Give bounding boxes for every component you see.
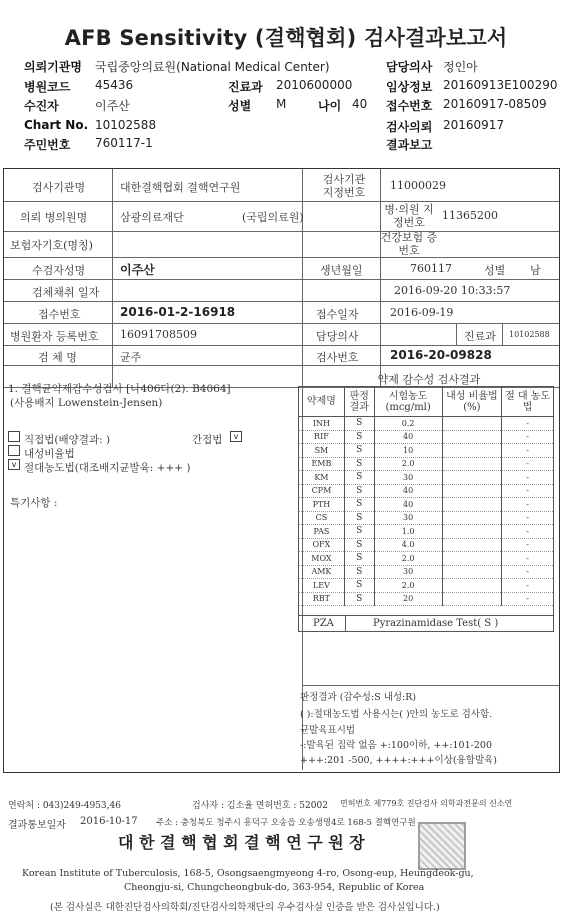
receipt-no-value: 20160917-08509 bbox=[443, 97, 547, 111]
cell-abs: - bbox=[502, 552, 554, 566]
cell-abs: - bbox=[502, 579, 554, 593]
cell-conc: 2.0 bbox=[374, 552, 442, 566]
table-row bbox=[299, 538, 554, 552]
cell-result: S bbox=[344, 579, 374, 593]
birth-label: 생년월일 bbox=[320, 264, 363, 277]
dept-label: 진료과 bbox=[464, 330, 496, 343]
department-label: 진료과 bbox=[228, 80, 263, 94]
table-row bbox=[299, 430, 554, 444]
request-date-label: 검사의뢰 bbox=[386, 120, 433, 134]
footer-cert: (본 검사실은 대한진단검사의학회/진단검사의학재단의 우수검사실 인증을 받은 검사실입니다.) bbox=[50, 902, 440, 913]
interp-line2: 균발육표시법 bbox=[300, 725, 356, 736]
cell-result: S bbox=[344, 471, 374, 485]
cell-abs: - bbox=[502, 430, 554, 444]
col-conc: 시험농도 (mcg/ml) bbox=[374, 387, 442, 417]
chart-no-label: Chart No. bbox=[24, 118, 89, 132]
interp-line1: ( ):절대농도법 사용시는( )안의 농도로 검사함. bbox=[300, 709, 493, 720]
table-row bbox=[299, 417, 554, 431]
absolute-checkbox: v bbox=[8, 459, 20, 470]
recv-no: 2016-01-2-16918 bbox=[120, 305, 236, 319]
cell-result: S bbox=[344, 511, 374, 525]
table-row bbox=[299, 498, 554, 512]
doctor-label: 담당의사 bbox=[316, 330, 359, 343]
test-no: 2016-20-09828 bbox=[390, 348, 492, 362]
cell-ratio bbox=[442, 417, 502, 431]
cell-ratio bbox=[442, 430, 502, 444]
cell-drug: MOX bbox=[299, 552, 345, 566]
hosp-id: 11365200 bbox=[442, 209, 498, 222]
collect: 2016-09-20 10:33:57 bbox=[394, 284, 511, 297]
patient-label: 수검자성명 bbox=[32, 264, 86, 277]
cell-drug: LEV bbox=[299, 579, 345, 593]
cell-conc: 40 bbox=[374, 484, 442, 498]
age-label: 나이 bbox=[318, 99, 342, 113]
col-result: 판정 결과 bbox=[344, 387, 374, 417]
cell-ratio bbox=[442, 457, 502, 471]
cell-ratio bbox=[442, 565, 502, 579]
cell-conc: 40 bbox=[374, 498, 442, 512]
cell-drug: RIF bbox=[299, 430, 345, 444]
resident-no-value: 760117-1 bbox=[95, 136, 153, 150]
cell-ratio bbox=[442, 592, 502, 606]
table-row bbox=[299, 525, 554, 539]
direct-checkbox bbox=[8, 431, 20, 442]
chart-no-value: 10102588 bbox=[95, 118, 157, 132]
cell-conc: 1.0 bbox=[374, 525, 442, 539]
resident-no-label: 주민번호 bbox=[24, 138, 71, 152]
age-value: 40 bbox=[352, 97, 368, 111]
reg-no-label: 병원환자 등록번호 bbox=[10, 330, 99, 343]
col-ratio: 내성 비율법(%) bbox=[442, 387, 502, 417]
cell-result: S bbox=[344, 565, 374, 579]
birth: 760117 bbox=[410, 262, 452, 275]
method-title: 1. 결핵균약제감수성검사 [나406다(2). B4064] bbox=[8, 383, 231, 395]
requesting-org-value: 국립중앙의료원(National Medical Center) bbox=[95, 60, 330, 74]
lab-id-label: 검사기관 지정번호 bbox=[322, 173, 366, 199]
collect-label: 검체채취 일자 bbox=[32, 286, 100, 299]
specimen: 균주 bbox=[120, 351, 142, 364]
cell-result: S bbox=[344, 484, 374, 498]
cell-drug: EMB bbox=[299, 457, 345, 471]
col-abs: 절 대 농도법 bbox=[502, 387, 554, 417]
cell-abs: - bbox=[502, 592, 554, 606]
clinical-info-value: 20160913E100290 bbox=[443, 78, 558, 92]
cell-drug: RBT bbox=[299, 592, 345, 606]
physician-label: 담당의사 bbox=[386, 60, 433, 74]
cell-result: S bbox=[344, 552, 374, 566]
reg-no: 16091708509 bbox=[120, 328, 197, 341]
req-hospital: 삼광의료재단 bbox=[120, 211, 184, 224]
receipt-no-label: 접수번호 bbox=[386, 99, 433, 113]
footer-eng1: Korean Institute of Tuberculosis, 168-5, Osongsaengmyeong 4-ro, Osong-eup, Heungdeok-gu, bbox=[22, 868, 474, 879]
page-title: AFB Sensitivity (결핵협회) 검사결과보고서 bbox=[64, 26, 508, 50]
clinical-info-label: 임상정보 bbox=[386, 80, 433, 94]
remarks-label: 특기사항 : bbox=[10, 497, 58, 509]
cell-drug: CS bbox=[299, 511, 345, 525]
pza-value: Pyrazinamidase Test( S ) bbox=[373, 618, 499, 629]
interp-line3: -:발육된 집락 없음 +:100이하, ++:101-200 bbox=[300, 740, 492, 751]
cell-conc: 0.2 bbox=[374, 417, 442, 431]
cell-ratio bbox=[442, 552, 502, 566]
cell-abs: - bbox=[502, 538, 554, 552]
cell-ratio bbox=[442, 444, 502, 458]
cell-drug: PTH bbox=[299, 498, 345, 512]
recv-date: 2016-09-19 bbox=[390, 306, 454, 319]
cell-abs: - bbox=[502, 457, 554, 471]
interp-title: 판정결과 (감수성:S 내성:R) bbox=[300, 692, 417, 703]
cell-abs: - bbox=[502, 511, 554, 525]
footer-license: 면허번호 제779호 진단검사 의학과전문의 신소연 bbox=[340, 799, 513, 808]
resistance-label: 내성비율법 bbox=[24, 448, 75, 460]
physician-value: 정인아 bbox=[443, 60, 478, 74]
table-row bbox=[299, 457, 554, 471]
cell-abs: - bbox=[502, 498, 554, 512]
hosp-id-label: 병·의원 지정번호 bbox=[384, 203, 434, 229]
table-row bbox=[299, 444, 554, 458]
cell-result: S bbox=[344, 457, 374, 471]
interp-line4: +++:201 -500, ++++:+++이상(융합발육) bbox=[300, 755, 498, 766]
cell-result: S bbox=[344, 498, 374, 512]
patient: 이주산 bbox=[120, 263, 155, 277]
cell-conc: 10 bbox=[374, 444, 442, 458]
table-row bbox=[299, 484, 554, 498]
cell-abs: - bbox=[502, 417, 554, 431]
request-date-value: 20160917 bbox=[443, 118, 505, 132]
hospital-code-value: 45436 bbox=[95, 78, 134, 92]
footer-tester: 검사자 : 김소율 면허번호 : 52002 bbox=[192, 801, 328, 811]
footer-contact: 연락처 : 043)249-4953,46 bbox=[8, 801, 121, 811]
lab-name: 대한결핵협회 결핵연구원 bbox=[120, 181, 241, 194]
cell-result: S bbox=[344, 444, 374, 458]
patient-name-label: 수진자 bbox=[24, 99, 59, 113]
cell-drug: OFX bbox=[299, 538, 345, 552]
cell-drug: INH bbox=[299, 417, 345, 431]
direct-label: 직접법(배양결과: ) bbox=[24, 434, 111, 446]
cell-ratio bbox=[442, 484, 502, 498]
cell-result: S bbox=[344, 538, 374, 552]
cell-abs: - bbox=[502, 525, 554, 539]
cell-conc: 2.0 bbox=[374, 457, 442, 471]
req-hospital-label: 의뢰 병의원명 bbox=[20, 211, 88, 224]
resistance-checkbox bbox=[8, 445, 20, 456]
insured-label: 보험자기호(명칭) bbox=[10, 239, 93, 252]
dept: 10102588 bbox=[509, 330, 550, 339]
col-drug: 약제명 bbox=[299, 387, 345, 417]
table-row bbox=[299, 565, 554, 579]
cell-conc: 40 bbox=[374, 430, 442, 444]
req-hospital-note: (국립의료원) bbox=[242, 211, 304, 224]
cell-drug: SM bbox=[299, 444, 345, 458]
absolute-label: 절대농도법(대조배지균발육: +++ ) bbox=[24, 462, 191, 474]
cell-ratio bbox=[442, 538, 502, 552]
cell-drug: KM bbox=[299, 471, 345, 485]
specimen-label: 검 체 명 bbox=[38, 351, 77, 364]
department-value: 2010600000 bbox=[276, 78, 353, 92]
lab-id: 11000029 bbox=[390, 179, 446, 192]
table-row bbox=[299, 471, 554, 485]
recv-date-label: 접수일자 bbox=[316, 308, 359, 321]
footer-eng2: Cheongju-si, Chungcheongbuk-do, 363-954, Republic of Korea bbox=[124, 882, 425, 893]
cell-abs: - bbox=[502, 444, 554, 458]
cell-result: S bbox=[344, 592, 374, 606]
indirect-label: 간접법 bbox=[192, 434, 223, 446]
hospital-code-label: 병원코드 bbox=[24, 80, 71, 94]
cell-abs: - bbox=[502, 565, 554, 579]
method-sub: (사용배지 Lowenstein-Jensen) bbox=[10, 397, 163, 409]
requesting-org-label: 의뢰기관명 bbox=[24, 60, 82, 74]
sex-value: M bbox=[276, 97, 287, 111]
cell-conc: 20 bbox=[374, 592, 442, 606]
sensitivity-table bbox=[298, 386, 554, 632]
patient-name-value: 이주산 bbox=[95, 99, 130, 113]
report-date-label: 결과통보일자 bbox=[8, 820, 66, 831]
sex-label-form: 성별 bbox=[484, 264, 506, 277]
report-date: 2016-10-17 bbox=[80, 816, 138, 827]
cell-abs: - bbox=[502, 471, 554, 485]
cell-conc: 30 bbox=[374, 511, 442, 525]
sex-label: 성별 bbox=[228, 99, 252, 113]
sex-form: 남 bbox=[530, 264, 541, 277]
cell-abs: - bbox=[502, 484, 554, 498]
cell-conc: 2.0 bbox=[374, 579, 442, 593]
footer-address: 주소 : 충청북도 청주시 흥덕구 오송읍 오송생명4로 168-5 결핵연구원 bbox=[156, 818, 416, 828]
cell-ratio bbox=[442, 579, 502, 593]
seal-icon bbox=[418, 822, 466, 870]
pza-label: PZA bbox=[313, 618, 334, 629]
test-no-label: 검사번호 bbox=[316, 351, 359, 364]
table-row bbox=[299, 552, 554, 566]
org-name: 대 한 결 핵 협 회 결 핵 연 구 원 장 bbox=[118, 833, 365, 852]
lab-name-label: 검사기관명 bbox=[32, 181, 86, 194]
indirect-checkbox: v bbox=[230, 431, 242, 442]
cell-conc: 30 bbox=[374, 565, 442, 579]
cell-drug: PAS bbox=[299, 525, 345, 539]
cell-drug: AMK bbox=[299, 565, 345, 579]
insurance-label: 건강보험 증번호 bbox=[380, 231, 438, 257]
cell-conc: 30 bbox=[374, 471, 442, 485]
cell-result: S bbox=[344, 430, 374, 444]
sensitivity-title: 약제 감수성 검사결과 bbox=[377, 373, 481, 386]
cell-ratio bbox=[442, 525, 502, 539]
table-row bbox=[299, 579, 554, 593]
table-row bbox=[299, 511, 554, 525]
cell-result: S bbox=[344, 417, 374, 431]
cell-ratio bbox=[442, 471, 502, 485]
cell-drug: CPM bbox=[299, 484, 345, 498]
cell-conc: 4.0 bbox=[374, 538, 442, 552]
cell-ratio bbox=[442, 511, 502, 525]
cell-ratio bbox=[442, 498, 502, 512]
report-label: 결과보고 bbox=[386, 138, 433, 152]
cell-result: S bbox=[344, 525, 374, 539]
table-row bbox=[299, 592, 554, 606]
recv-no-label: 접수번호 bbox=[38, 308, 81, 321]
